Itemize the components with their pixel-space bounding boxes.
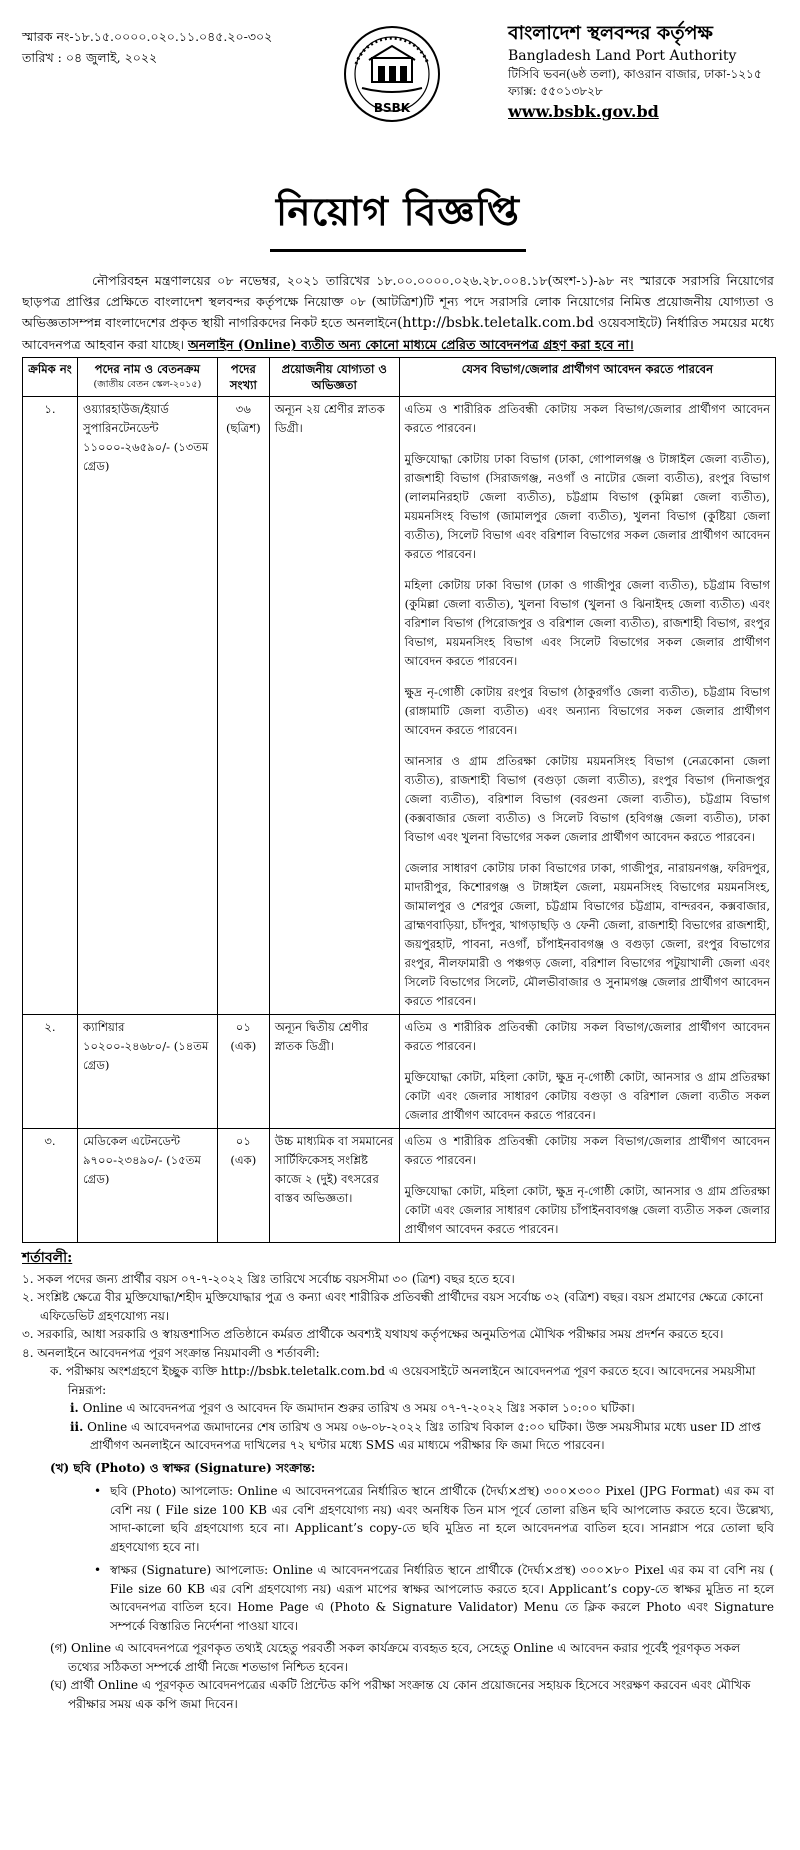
org-name-english: Bangladesh Land Port Authority [508,47,737,64]
quota-paragraph: মহিলা কোটায় ঢাকা বিভাগ (ঢাকা ও গাজীপুর জেলা ব্যতীত), চট্টগ্রাম বিভাগ (কুমিল্লা জেলা ব্যতীত), খুলনা বিভাগ (খুলনা ও ঝিনাইদহ জেলা ব্যতীত) এবং বরিশাল বিভাগ (পিরোজপুর ও বরিশাল জেলা ব্যতীত), রাজশাহী বিভাগ, রংপুর বিভাগ, ময়মনসিংহ বিভাগ এবং সিলেট বিভাগের সকল জেলার প্রার্থীগণ আবেদন করতে পারবেন। [404,578,770,668]
row-count: ০১ (এক) [217,1015,269,1129]
quota-paragraph: এতিম ও শারীরিক প্রতিবন্ধী কোটায় সকল বিভাগ/জেলার প্রার্থীগণ আবেদন করতে পারবেন। [404,402,770,435]
intro-apply-link[interactable]: (http://bsbk.teletalk.com.bd [397,315,594,331]
org-name-bangla: বাংলাদেশ স্থলবন্দর কর্তৃপক্ষ [508,22,713,44]
deadline-i-text: Online এ আবেদনপত্র পূরণ ও আবেদন ফি জমাদান শুরুর তারিখ ও সময় ০৭-৭-২০২২ খ্রিঃ সকাল ১০:০০ ঘটিকা। [82,1401,635,1415]
col-header-post-sub: (জাতীয় বেতন স্কেল-২০১৫) [93,379,202,390]
deadline-ii-label: ii. [70,1419,84,1434]
table-row [23,1129,776,1243]
term-subitem-ga: (গ) Online এ আবেদনপত্রে পূরণকৃত তথ্যই যেহেতু পরবর্তী সকল কার্যক্রমে ব্যবহৃত হবে, সেহেতু Online এ আবেদন করার পূর্বেই পূরণকৃত সকল তথ্যের সঠিকতা সম্পর্কে প্রার্থী নিজে শতভাগ নিশ্চিত হবেন। [50,1641,741,1674]
term-item: ৪. অনলাইনে আবেদনপত্র পূরণ সংক্রান্ত নিয়মাবলী ও শর্তাবলী: [22,1345,320,1360]
signature-rule [92,1561,774,1635]
row-count: ০১ (এক) [217,1129,269,1243]
row-qualification: অন্যূন ২য় শ্রেণীর স্নাতক ডিগ্রী। [269,397,399,1015]
row-qualification: অন্যূন দ্বিতীয় শ্রেণীর স্নাতক ডিগ্রী। [269,1015,399,1129]
bullet-icon: • [94,1484,102,1498]
term-item: ৩. সরকারি, আধা সরকারি ও স্বায়ত্তশাসিত প্রতিষ্ঠানে কর্মরত প্রার্থীকে অবশ্যই যথাযথ কর্তৃপক্ষের অনুমতিপত্র মৌখিক পরীক্ষার সময় প্রদর্শন করতে হবে। [22,1327,724,1341]
table-row [23,1015,776,1129]
row-quota-list [399,397,775,1015]
quota-paragraph: জেলার সাধারণ কোটায় ঢাকা বিভাগের ঢাকা, গাজীপুর, নারায়নগঞ্জ, ফরিদপুর, মাদারীপুর, কিশোরগঞ্জ ও টাঙ্গাইল জেলা, ময়মনসিংহ বিভাগের ময়মনসিংহ, জামালপুর ও শেরপুর জেলা, চট্টগ্রাম বিভাগের চট্টগ্রাম, বান্দরবন, কক্সবাজার, ব্রাহ্মণবাড়িয়া, চাঁদপুর, খাগড়াছড়ি ও ফেনী জেলা, রাজশাহী বিভাগের রাজশাহী, জয়পুরহাট, পাবনা, নওগাঁ, চাঁপাইনবাবগঞ্জ ও বগুড়া জেলা, রংপুর বিভাগের রংপুর, নীলফামারী ও পঞ্চগড় জেলা, বরিশাল বিভাগের পটুয়াখালী জেলা এবং সিলেট বিভাগের সিলেট, মৌলভীবাজার ও সুনামগঞ্জ জেলার প্রার্থীগণ আবেদন করতে পারবেন। [404,861,770,1008]
row-serial: ২. [23,1015,78,1129]
memo-date: তারিখ : ০৪ জুলাই, ২০২২ [22,50,158,65]
bsbk-logo-icon [342,24,442,124]
col-header-post [77,358,217,397]
intro-paragraph [22,270,774,355]
term-subitem-kha: (খ) ছবি (Photo) ও স্বাক্ষর (Signature) সংক্রান্ত: [50,1460,316,1475]
quota-paragraph: ক্ষুদ্র নৃ-গোষ্ঠী কোটায় রংপুর বিভাগ (ঠাকুরগাঁও জেলা ব্যতীত), চট্টগ্রাম বিভাগ (রাঙ্গামাটি জেলা ব্যতীত) এবং অন্যান্য বিভাগের সকল জেলার প্রার্থীগণ আবেদন করতে পারবেন। [404,685,770,737]
row-post: মেডিকেল এটেনডেন্ট ৯৭০০-২৩৪৯০/- (১৫তম গ্রেড) [77,1129,217,1243]
row-qualification: উচ্চ মাধ্যমিক বা সমমানের সার্টিফিকেসহ সংশ্লিষ্ট কাজে ২ (দুই) বৎসরের বাস্তব অভিজ্ঞতা। [269,1129,399,1243]
org-address: টিসিবি ভবন(৬ষ্ঠ তলা), কাওরান বাজার, ঢাকা-১২১৫ [508,67,762,82]
row-serial: ৩. [23,1129,78,1243]
letterhead [22,22,774,152]
col-header-post-label: পদের নাম ও বেতনক্রম [94,362,201,376]
table-header-row [23,358,776,397]
svg-text:BSBK: BSBK [373,101,411,115]
photo-rule-text: ছবি (Photo) আপলোড: Online এ আবেদনপত্রের নির্ধারিত স্থানে প্রার্থীকে (দৈর্ঘ্য×প্রস্থ) ৩০০×৩০০ Pixel (JPG Format) এর কম বা বেশি নয় ( File size 100 KB এর বেশি গ্রহণযোগ্য নয়) এবং অনধিক তিন মাস পূর্বে তোলা রঙিন ছবি আপলোড করতে হবে। উল্লেখ্য, সাদা-কালো ছবি গ্রহণযোগ্য হবে না। Applicant’s copy-তে ছবি মুদ্রিত না হলে আবেদনপত্র বাতিল হবে। সানগ্লাস পরে তোলা ছবি গ্রহণযোগ্য হবে না। [110,1484,774,1554]
col-header-qualification: প্রয়োজনীয় যোগ্যতা ও অভিজ্ঞতা [269,358,399,397]
term-item: ২. সংশ্লিষ্ট ক্ষেত্রে বীর মুক্তিযোদ্ধা/শহীদ মুক্তিযোদ্ধার পুত্র ও কন্যা এবং শারীরিক প্রতিবন্ধী প্রার্থীদের বয়স সর্বোচ্চ ৩২ (বত্রিশ) বছর। বয়স প্রমাণের ক্ষেত্রে কোনো এফিডেভিট গ্রহণযোগ্য নয়। [22,1290,764,1323]
row-quota-list [399,1129,775,1243]
bullet-icon: • [94,1563,102,1577]
row-quota-list [399,1015,775,1129]
terms-heading: শর্তাবলী: [22,1250,73,1266]
row-serial: ১. [23,397,78,1015]
terms-section [22,1249,774,1713]
intro-text-1: নৌপরিবহন মন্ত্রণালয়ের ০৮ নভেম্বর, ২০২১ তারিখের ১৮.০০.০০০০.০২৬.২৮.০০৪.১৮(অংশ-১)-৯৮ নং স্মারকে সরাসরি নিয়োগের ছাড়পত্র প্রাপ্তির প্রেক্ষিতে বাংলাদেশ স্থলবন্দর কর্তৃপক্ষে নিয়োক্ত ০৮ (আটত্রিশ)টি শূন্য পদে সরাসরি লোক নিয়োগের নিমিত্ত প্রয়োজনীয় যোগ্যতা ও অভিজ্ঞতাসম্পন্ন বাংলাদেশের প্রকৃত স্থায়ী নাগরিকদের নিকট হতে অনলাইনে [22,273,774,330]
deadline-i-label: i. [70,1401,79,1415]
term-deadline-i [70,1399,774,1418]
deadline-ii-text: Online এ আবেদনপত্র জমাদানের শেষ তারিখ ও সময় ০৬-০৮-২০২২ খ্রিঃ তারিখ বিকাল ৫:০০ ঘটিকা। উক্ত সময়সীমার মধ্যে user ID প্রাপ্ত প্রার্থীগণ অনলাইনে আবেদনপত্র দাখিলের ৭২ ঘণ্টার মধ্যে SMS এর মাধ্যমে পরীক্ষার ফি জমা দিতে পারবেন। [87,1419,761,1452]
quota-paragraph: আনসার ও গ্রাম প্রতিরক্ষা কোটায় ময়মনসিংহ বিভাগ (নেত্রকোনা জেলা ব্যতীত), রাজশাহী বিভাগ (বগুড়া জেলা ব্যতীত), রংপুর বিভাগ (দিনাজপুর জেলা ব্যতীত), বরিশাল বিভাগ (বরগুনা জেলা ব্যতীত), চট্টগ্রাম বিভাগ (কক্সবাজার জেলা ব্যতীত) ও সিলেট বিভাগ (হবিগঞ্জ জেলা ব্যতীত), ঢাকা বিভাগ এবং খুলনা বিভাগের সকল জেলার প্রার্থীগণ আবেদন করতে পারবেন। [404,754,770,844]
term-item: ১. সকল পদের জন্য প্রার্থীর বয়স ০৭-৭-২০২২ খ্রিঃ তারিখে সর্বোচ্চ বয়সসীমা ৩০ (ত্রিশ) বছর হতে হবে। [22,1271,515,1286]
memo-block [22,26,272,68]
signature-rule-text: স্বাক্ষর (Signature) আপলোড: Online এ আবেদনপত্রের নির্ধারিত স্থানে প্রার্থীকে (দৈর্ঘ্য×প্রস্থ) ৩০০×৮০ Pixel এর কম বা বেশি নয় ( File size 60 KB এর বেশি গ্রহণযোগ্য নয়) এরূপ মাপের স্বাক্ষর আপলোড করতে হবে। Applicant’s copy-তে স্বাক্ষর মুদ্রিত না হলে আবেদনপত্র বাতিল হবে। Home Page এ (Photo & Signature Validator) Menu তে ক্লিক করলে Photo এবং Signature সম্পর্কে বিস্তারিত নির্দেশনা পাওয়া যাবে। [110,1563,774,1633]
memo-number: স্মারক নং-১৮.১৫.০০০০.০২০.১১.০৪৫.২০-৩০২ [22,29,273,44]
row-count: ৩৬ (ছত্রিশ) [217,397,269,1015]
term-deadline-ii [70,1418,774,1455]
col-header-serial: ক্রমিক নং [23,358,78,397]
col-header-count: পদের সংখ্যা [217,358,269,397]
photo-rule [92,1482,774,1556]
quota-paragraph: মুক্তিযোদ্ধা কোটা, মহিলা কোটা, ক্ষুদ্র নৃ-গোষ্ঠী কোটা, আনসার ও গ্রাম প্রতিরক্ষা কোটা এবং জেলার সাধারণ কোটায় বগুড়া ও বরিশাল জেলা ব্যতীত সকল জেলার প্রার্থীগণ আবেদন করতে পারবেন। [404,1070,770,1122]
term-subitem-gha: (ঘ) প্রার্থী Online এ পূরণকৃত আবেদনপত্রের একটি প্রিন্টেড কপি পরীক্ষা সংক্রান্ত যে কোন প্রয়োজনের সহায়ক হিসেবে সংরক্ষণ করবেন এবং মৌখিক পরীক্ষার সময় এক কপি জমা দিবেন। [50,1678,751,1711]
vacancy-table [22,357,776,1243]
row-post: ওয়্যারহাউজ/ইয়ার্ড সুপারিনটেনডেন্ট ১১০০০-২৬৫৯০/- (১৩তম গ্রেড) [77,397,217,1015]
table-row [23,397,776,1015]
org-website-link[interactable]: www.bsbk.gov.bd [508,102,659,122]
quota-paragraph: এতিম ও শারীরিক প্রতিবন্ধী কোটায় সকল বিভাগ/জেলার প্রার্থীগণ আবেদন করতে পারবেন। [404,1134,770,1167]
organization-block [508,22,778,122]
page-title: নিয়োগ বিজ্ঞপ্তি [270,182,526,252]
term-subitem-ka: ক. পরীক্ষায় অংশগ্রহণে ইচ্ছুক ব্যক্তি http://bsbk.teletalk.com.bd এ ওয়েবসাইটে অনলাইনে আবেদনপত্র পূরণ করতে হবে। আবেদনের সময়সীমা নিম্নরূপ: [50,1364,756,1397]
col-header-districts: যেসব বিভাগ/জেলার প্রার্থীগণ আবেদন করতে পারবেন [399,358,775,397]
intro-online-warning: অনলাইন (Online) ব্যতীত অন্য কোনো মাধ্যমে প্রেরিত আবেদনপত্র গ্রহণ করা হবে না। [187,337,634,352]
intro-text-2: ওয়েবসাইটে) নির্ধারিত সময়ের মধ্যে আবেদনপত্র আহবান করা যাচ্ছে। [22,315,774,352]
row-post: ক্যাশিয়ার ১০২০০-২৪৬৮০/- (১৪তম গ্রেড) [77,1015,217,1129]
org-fax: ফ্যাক্স: ৫৫০১৩৮২৮ [508,84,603,99]
quota-paragraph: মুক্তিযোদ্ধা কোটা, মহিলা কোটা, ক্ষুদ্র নৃ-গোষ্ঠী কোটা, আনসার ও গ্রাম প্রতিরক্ষা কোটা এবং জেলার সাধারণ কোটায় চাঁপাইনবাবগঞ্জ জেলা ব্যতীত সকল জেলার প্রার্থীগণ আবেদন করতে পারবেন। [404,1184,770,1236]
quota-paragraph: মুক্তিযোদ্ধা কোটায় ঢাকা বিভাগ (ঢাকা, গোপালগঞ্জ ও টাঙ্গাইল জেলা ব্যতীত), রাজশাহী বিভাগ (সিরাজগঞ্জ, নওগাঁ ও নাটোর জেলা ব্যতীত), রংপুর বিভাগ (লালমনিরহাট জেলা ব্যতীত), চট্টগ্রাম বিভাগ (কুমিল্লা জেলা ব্যতীত), ময়মনসিংহ বিভাগ (জামালপুর জেলা ব্যতীত), খুলনা বিভাগ (কুষ্টিয়া জেলা ব্যতীত), সিলেট বিভাগ এবং বরিশাল বিভাগের সকল জেলার প্রার্থীগণ আবেদন করতে পারবেন। [404,452,770,561]
quota-paragraph: এতিম ও শারীরিক প্রতিবন্ধী কোটায় সকল বিভাগ/জেলার প্রার্থীগণ আবেদন করতে পারবেন। [404,1020,770,1053]
